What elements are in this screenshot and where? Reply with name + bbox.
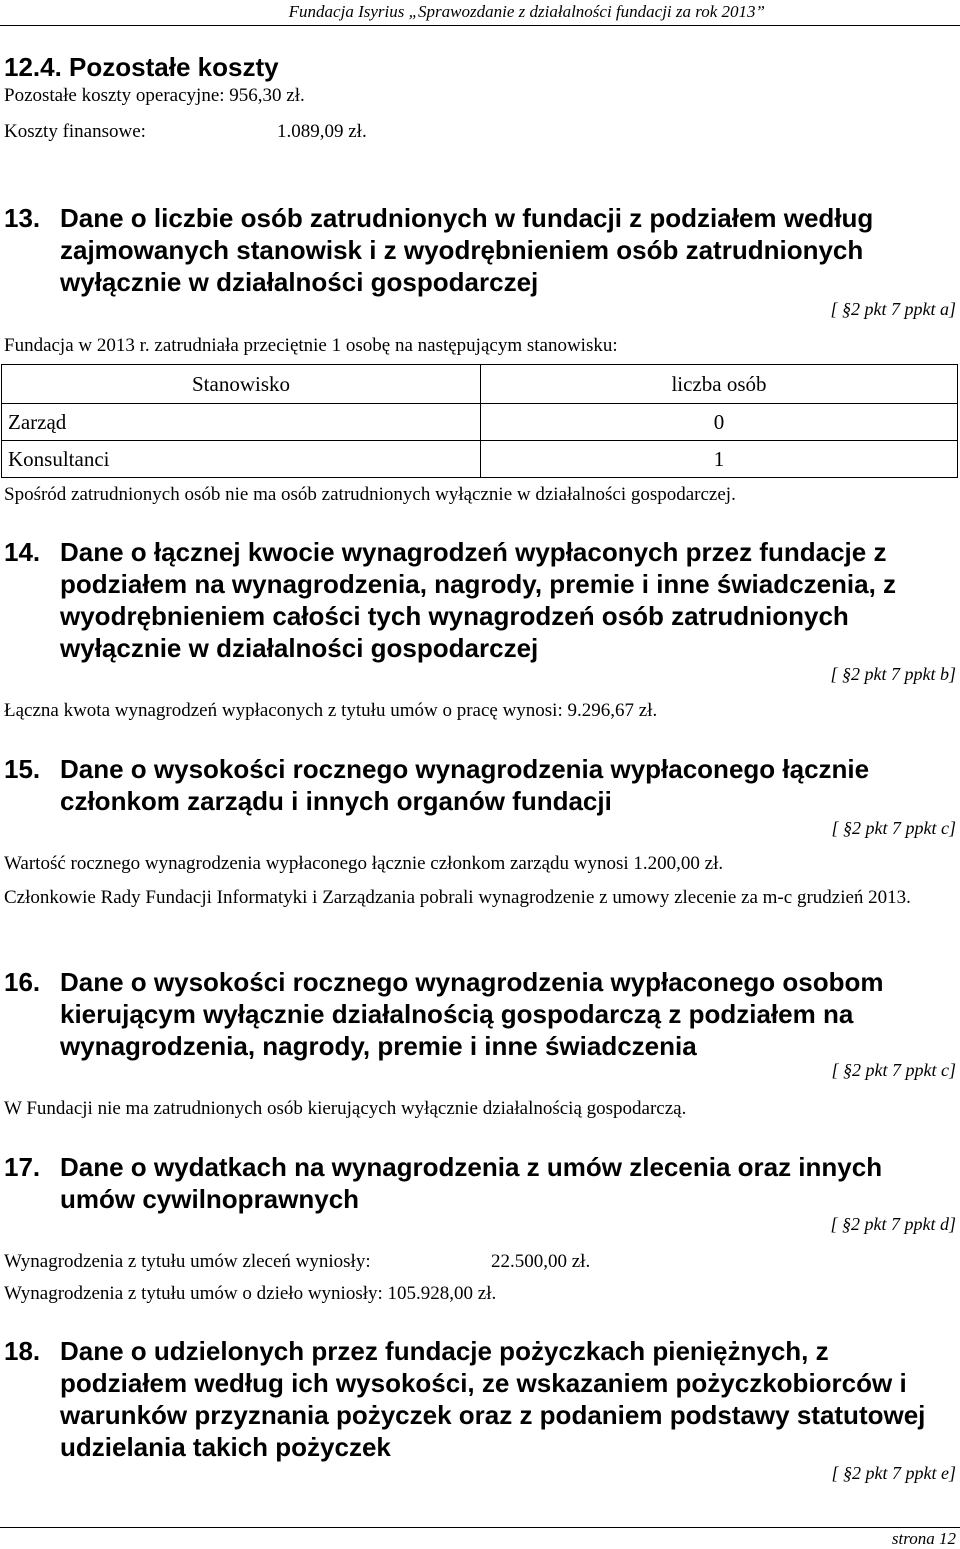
footer-divider	[0, 1527, 960, 1528]
section-13-title: Dane o liczbie osób zatrudnionych w fundacji z podziałem według zajmowanych stanowisk i z wyodrębnieniem osób zatrudnionych wyłącznie w działalności gospodarczej	[60, 203, 874, 297]
section-15-legal-ref: [ §2 pkt 7 ppkt c]	[831, 818, 956, 838]
table-row	[2, 441, 958, 478]
section-17-legal-ref: [ §2 pkt 7 ppkt d]	[830, 1214, 956, 1234]
staff-table	[1, 364, 958, 478]
section-14-number: 14.	[4, 537, 41, 567]
page-number: strona 12	[891, 1529, 956, 1548]
section-17-title: Dane o wydatkach na wynagrodzenia z umów zlecenia oraz innych umów cywilnoprawnych	[60, 1152, 883, 1214]
header-divider	[0, 25, 960, 26]
financial-costs-value: 1.089,09 zł.	[277, 121, 367, 142]
section-14-title: Dane o łącznej kwocie wynagrodzeń wypłaconych przez fundacje z podziałem na wynagrodzenia, nagrody, premie i inne świadczenia, z wyodrębnieniem całości tych wynagrodzeń osób zatrudnionych wyłącznie w działalności gospodarczej	[60, 537, 897, 663]
section-14-heading	[4, 536, 956, 664]
section-16-legal-ref: [ §2 pkt 7 ppkt c]	[831, 1060, 956, 1080]
section-13-heading	[4, 202, 956, 298]
section-13-note: Spośród zatrudnionych osób nie ma osób zatrudnionych wyłącznie w działalności gospodarczej.	[4, 484, 736, 505]
section-15-text-2: Członkowie Rady Fundacji Informatyki i Zarządzania pobrali wynagrodzenie z umowy zlecenie za m-c grudzień 2013.	[4, 887, 911, 908]
contract-for-work-line: Wynagrodzenia z tytułu umów o dzieło wyniosły: 105.928,00 zł.	[4, 1283, 497, 1304]
section-18-legal-ref: [ §2 pkt 7 ppkt e]	[831, 1463, 956, 1483]
contract-of-mandate-label: Wynagrodzenia z tytułu umów zleceń wyniosły:	[4, 1251, 371, 1272]
section-13-intro: Fundacja w 2013 r. zatrudniała przeciętnie 1 osobę na następującym stanowisku:	[4, 335, 618, 356]
contract-of-mandate-value: 22.500,00 zł.	[491, 1251, 591, 1272]
section-18-heading	[4, 1335, 956, 1463]
section-16-heading	[4, 966, 956, 1062]
financial-costs-label: Koszty finansowe:	[4, 121, 146, 142]
section-16-text: W Fundacji nie ma zatrudnionych osób kierujących wyłącznie działalnością gospodarczą.	[4, 1098, 687, 1119]
table-cell-position: Konsultanci	[2, 441, 481, 478]
table-header-count: liczba osób	[481, 365, 958, 404]
section-13-number: 13.	[4, 203, 41, 233]
section-18-number: 18.	[4, 1336, 41, 1366]
section-18-title: Dane o udzielonych przez fundacje pożyczkach pieniężnych, z podziałem według ich wysokości, ze wskazaniem pożyczkobiorców i warunków przyznania pożyczek oraz z podaniem podstawy statutowej udzielania takich pożyczek	[60, 1336, 926, 1462]
table-cell-position: Zarząd	[2, 404, 481, 441]
table-cell-count: 1	[481, 441, 958, 478]
running-header: Fundacja Isyrius „Sprawozdanie z działalności fundacji za rok 2013”	[288, 2, 765, 21]
section-14-text: Łączna kwota wynagrodzeń wypłaconych z tytułu umów o pracę wynosi: 9.296,67 zł.	[4, 700, 658, 721]
table-cell-count: 0	[481, 404, 958, 441]
section-17-number: 17.	[4, 1152, 41, 1182]
section-16-number: 16.	[4, 967, 41, 997]
section-15-heading	[4, 753, 956, 817]
section-14-legal-ref: [ §2 pkt 7 ppkt b]	[830, 664, 956, 684]
section-15-text-1: Wartość rocznego wynagrodzenia wypłaconego łącznie członkom zarządu wynosi 1.200,00 zł.	[4, 853, 724, 874]
section-15-title: Dane o wysokości rocznego wynagrodzenia wypłaconego łącznie członkom zarządu i innych organów fundacji	[60, 754, 870, 816]
table-header-row	[2, 365, 958, 404]
section-13-legal-ref: [ §2 pkt 7 ppkt a]	[830, 299, 956, 319]
table-row	[2, 404, 958, 441]
section-12-4-title: 12.4. Pozostałe koszty	[4, 52, 279, 82]
section-17-heading	[4, 1151, 956, 1215]
table-header-position: Stanowisko	[2, 365, 481, 404]
section-16-title: Dane o wysokości rocznego wynagrodzenia wypłaconego osobom kierującym wyłącznie działalnością gospodarczą z podziałem na wynagrodzenia, nagrody, premie i inne świadczenia	[60, 967, 884, 1061]
other-operating-costs: Pozostałe koszty operacyjne: 956,30 zł.	[4, 85, 305, 106]
section-15-number: 15.	[4, 754, 41, 784]
